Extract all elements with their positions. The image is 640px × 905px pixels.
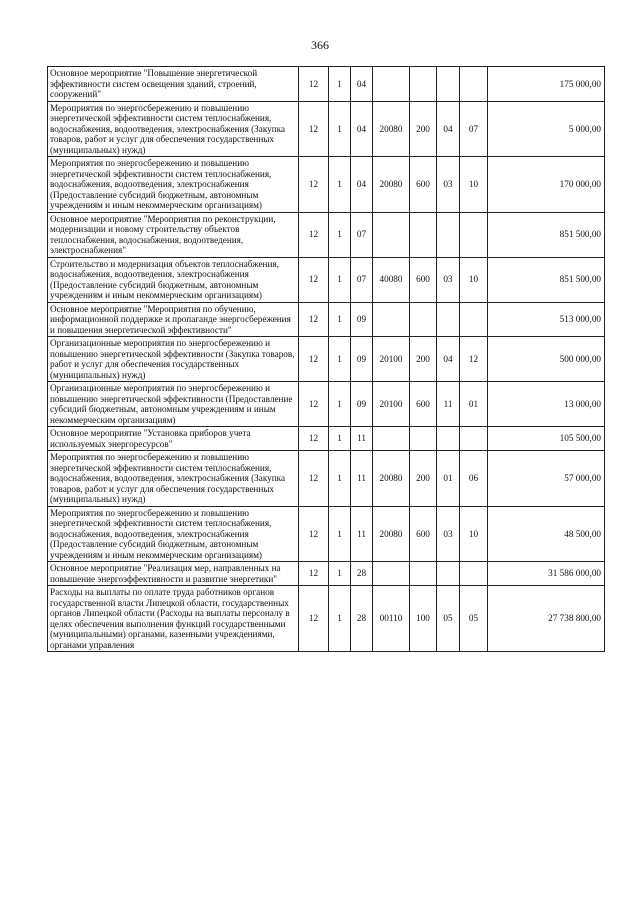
code-expense-type: 200: [410, 101, 437, 157]
code-subsection: [460, 302, 488, 337]
amount-cell: 170 000,00: [488, 157, 605, 213]
table-row: [48, 427, 605, 451]
page-number: 366: [311, 38, 329, 52]
code-section: 03: [437, 506, 460, 562]
code-direction: 20100: [373, 382, 410, 427]
code-section: [437, 302, 460, 337]
table-row: [48, 257, 605, 302]
code-expense-type: 200: [410, 337, 437, 382]
code-expense-type: [410, 212, 437, 257]
code-program: 1: [329, 257, 351, 302]
table-row: [48, 562, 605, 586]
code-ministry: 12: [299, 67, 329, 102]
code-event: 09: [351, 302, 373, 337]
code-expense-type: [410, 562, 437, 586]
code-program: 1: [329, 67, 351, 102]
code-subsection: [460, 67, 488, 102]
amount-cell: 31 586 000,00: [488, 562, 605, 586]
amount-cell: 13 000,00: [488, 382, 605, 427]
amount-cell: 105 500,00: [488, 427, 605, 451]
code-subsection: 07: [460, 101, 488, 157]
code-subsection: [460, 212, 488, 257]
code-section: 11: [437, 382, 460, 427]
code-subsection: 10: [460, 157, 488, 213]
amount-cell: 27 738 800,00: [488, 586, 605, 652]
code-section: [437, 562, 460, 586]
code-event: 11: [351, 427, 373, 451]
code-subsection: 06: [460, 451, 488, 507]
code-event: 11: [351, 506, 373, 562]
code-event: 07: [351, 257, 373, 302]
table-row: [48, 337, 605, 382]
amount-cell: 500 000,00: [488, 337, 605, 382]
code-expense-type: [410, 67, 437, 102]
code-program: 1: [329, 157, 351, 213]
amount-cell: 851 500,00: [488, 212, 605, 257]
row-description: Основное мероприятие "Повышение энергетической эффективности систем освещения зданий, строений, сооружений": [48, 67, 299, 102]
table-row: [48, 212, 605, 257]
code-section: 01: [437, 451, 460, 507]
code-subsection: 01: [460, 382, 488, 427]
code-section: 04: [437, 337, 460, 382]
code-subsection: [460, 562, 488, 586]
row-description: Основное мероприятие "Мероприятия по обучению, информационной поддержке и пропаганде энергосбережения и повышения энергетической эффективности": [48, 302, 299, 337]
code-ministry: 12: [299, 586, 329, 652]
code-direction: 20080: [373, 101, 410, 157]
table-row: [48, 157, 605, 213]
code-direction: 20080: [373, 506, 410, 562]
code-ministry: 12: [299, 212, 329, 257]
code-ministry: 12: [299, 562, 329, 586]
code-expense-type: 200: [410, 451, 437, 507]
code-direction: 20080: [373, 451, 410, 507]
amount-cell: 5 000,00: [488, 101, 605, 157]
code-direction: 40080: [373, 257, 410, 302]
code-ministry: 12: [299, 451, 329, 507]
table-row: [48, 451, 605, 507]
code-direction: [373, 427, 410, 451]
code-event: 11: [351, 451, 373, 507]
code-expense-type: 600: [410, 157, 437, 213]
code-event: 28: [351, 562, 373, 586]
code-section: 03: [437, 157, 460, 213]
table-row: [48, 382, 605, 427]
code-program: 1: [329, 302, 351, 337]
row-description: Строительство и модернизация объектов теплоснабжения, водоснабжения, водоотведения, электроснабжения (Предоставление субсидий бюджетным, автономным учреждениям и иным некоммерческим организациям): [48, 257, 299, 302]
code-event: 04: [351, 101, 373, 157]
code-program: 1: [329, 562, 351, 586]
code-event: 07: [351, 212, 373, 257]
code-ministry: 12: [299, 337, 329, 382]
code-direction: [373, 212, 410, 257]
budget-table: [47, 66, 605, 652]
code-ministry: 12: [299, 427, 329, 451]
code-section: [437, 212, 460, 257]
code-program: 1: [329, 451, 351, 507]
row-description: Основное мероприятие "Реализация мер, направленных на повышение энергоэффективности и развитие энергетики": [48, 562, 299, 586]
code-direction: 00110: [373, 586, 410, 652]
code-program: 1: [329, 506, 351, 562]
code-direction: [373, 67, 410, 102]
table-row: [48, 101, 605, 157]
code-expense-type: [410, 427, 437, 451]
row-description: Мероприятия по энергосбережению и повышению энергетической эффективности систем теплоснабжения, водоснабжения, водоотведения, электроснабжения (Закупка товаров, работ и услуг для обеспечения государственных (муниципальных) нужд): [48, 451, 299, 507]
table-row: [48, 67, 605, 102]
code-subsection: 10: [460, 506, 488, 562]
code-direction: 20100: [373, 337, 410, 382]
code-subsection: 10: [460, 257, 488, 302]
row-description: Организационные мероприятия по энергосбережению и повышению энергетической эффективности (Предоставление субсидий бюджетным, автономным учреждениям и иным некоммерческим организациям): [48, 382, 299, 427]
row-description: Основное мероприятие "Установка приборов учета используемых энергоресурсов": [48, 427, 299, 451]
code-direction: [373, 302, 410, 337]
code-event: 09: [351, 337, 373, 382]
code-subsection: [460, 427, 488, 451]
code-expense-type: 100: [410, 586, 437, 652]
code-section: 04: [437, 101, 460, 157]
code-ministry: 12: [299, 382, 329, 427]
amount-cell: 48 500,00: [488, 506, 605, 562]
code-program: 1: [329, 212, 351, 257]
code-ministry: 12: [299, 157, 329, 213]
table-row: [48, 506, 605, 562]
code-section: 05: [437, 586, 460, 652]
code-program: 1: [329, 586, 351, 652]
code-program: 1: [329, 337, 351, 382]
table-row: [48, 586, 605, 652]
code-program: 1: [329, 427, 351, 451]
code-section: [437, 67, 460, 102]
code-section: 03: [437, 257, 460, 302]
row-description: Мероприятия по энергосбережению и повышению энергетической эффективности систем теплоснабжения, водоснабжения, водоотведения, электроснабжения (Закупка товаров, работ и услуг для обеспечения государственных (муниципальных) нужд): [48, 101, 299, 157]
code-ministry: 12: [299, 101, 329, 157]
amount-cell: 513 000,00: [488, 302, 605, 337]
code-event: 04: [351, 157, 373, 213]
code-direction: 20080: [373, 157, 410, 213]
code-direction: [373, 562, 410, 586]
amount-cell: 57 000,00: [488, 451, 605, 507]
code-program: 1: [329, 101, 351, 157]
code-ministry: 12: [299, 506, 329, 562]
code-subsection: 05: [460, 586, 488, 652]
row-description: Основное мероприятие "Мероприятия по реконструкции, модернизации и новому строительству объектов теплоснабжения, водоснабжения, водоотведения, электроснабжения": [48, 212, 299, 257]
code-expense-type: [410, 302, 437, 337]
code-ministry: 12: [299, 257, 329, 302]
code-expense-type: 600: [410, 506, 437, 562]
code-event: 28: [351, 586, 373, 652]
table-row: [48, 302, 605, 337]
row-description: Мероприятия по энергосбережению и повышению энергетической эффективности систем теплоснабжения, водоснабжения, водоотведения, электроснабжения (Предоставление субсидий бюджетным, автономным учреждениям и иным некоммерческим организациям): [48, 506, 299, 562]
code-subsection: 12: [460, 337, 488, 382]
row-description: Расходы на выплаты по оплате труда работников органов государственной власти Липецкой области, государственных органов Липецкой области (Расходы на выплаты персоналу в целях обеспечения выполнения функций государственными (муниципальными) органами, казенными учреждениями, органами управления: [48, 586, 299, 652]
table-body: [48, 67, 605, 652]
code-section: [437, 427, 460, 451]
amount-cell: 175 000,00: [488, 67, 605, 102]
code-expense-type: 600: [410, 382, 437, 427]
code-event: 09: [351, 382, 373, 427]
code-event: 04: [351, 67, 373, 102]
row-description: Мероприятия по энергосбережению и повышению энергетической эффективности систем теплоснабжения, водоснабжения, водоотведения, электроснабжения (Предоставление субсидий бюджетным, автономным учреждениям и иным некоммерческим организациям): [48, 157, 299, 213]
code-ministry: 12: [299, 302, 329, 337]
code-expense-type: 600: [410, 257, 437, 302]
code-program: 1: [329, 382, 351, 427]
row-description: Организационные мероприятия по энергосбережению и повышению энергетической эффективности (Закупка товаров, работ и услуг для обеспечения государственных (муниципальных) нужд): [48, 337, 299, 382]
amount-cell: 851 500,00: [488, 257, 605, 302]
